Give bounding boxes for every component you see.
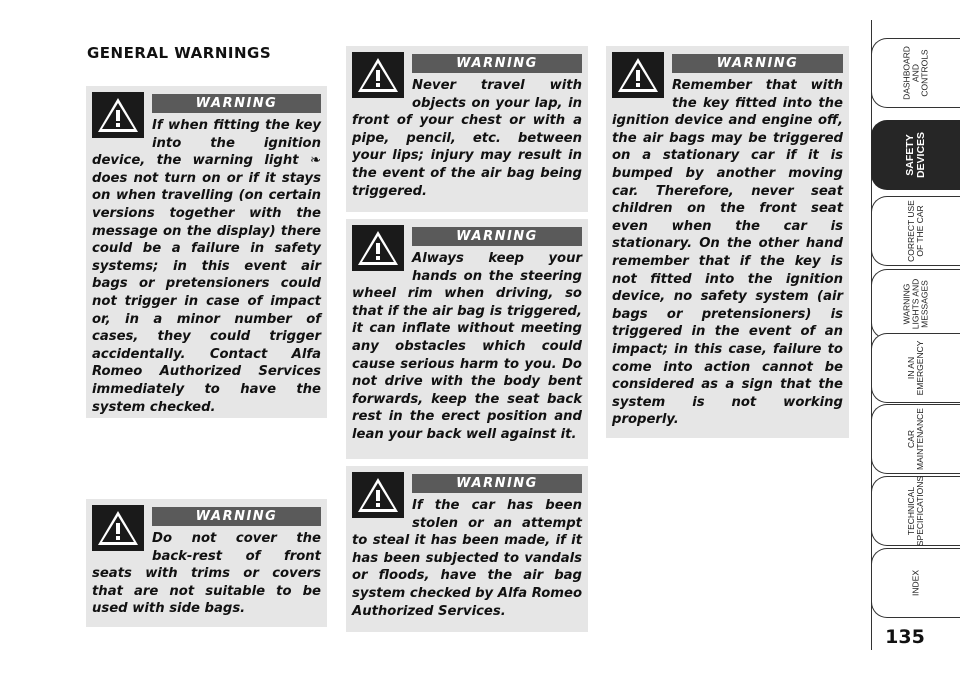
- tab-label: CAR MAINTENANCE: [906, 408, 925, 470]
- tab-safety-devices[interactable]: [871, 120, 960, 190]
- warning-box-objects-lap: [346, 46, 588, 212]
- page-title: GENERAL WARNINGS: [87, 44, 272, 62]
- warning-text: If when fitting the key into the ignition device, the warning light ❧ does not turn on or if it stays on when travelling (on certain versions together with the message on the display) there could be a failure in safety systems; in this event air bags or pretensioners could not trigger in case of impact or, in a minor number of cases, they could trigger accidentally. Contact Alfa Romeo Authorized Services immediately to have the system checked.: [92, 118, 321, 415]
- warning-box-key-light: [86, 86, 327, 418]
- warning-box-steering-wheel: [346, 219, 588, 459]
- warning-triangle-icon: [92, 505, 144, 551]
- warning-banner: WARNING: [412, 227, 582, 246]
- tab-warning-lights-and-messages[interactable]: [871, 269, 960, 339]
- tab-in-an-emergency[interactable]: [871, 333, 960, 403]
- tab-label: SAFETY DEVICES: [904, 131, 927, 179]
- warning-banner: WARNING: [672, 54, 843, 73]
- tab-label: WARNING LIGHTS AND MESSAGES: [901, 278, 930, 330]
- tab-index[interactable]: [871, 548, 960, 618]
- tab-label: DASHBOARD AND CONTROLS: [901, 46, 930, 100]
- tab-car-maintenance[interactable]: [871, 404, 960, 474]
- warning-text: Do not cover the back-rest of front seats with trims or covers that are not suitable to be used with side bags.: [92, 531, 321, 617]
- warning-text: Remember that with the key fitted into the ignition device and engine off, the air bags may be triggered on a stationary car if it is bumped by another moving car. Therefore, never seat children on the front seat even when the car is stationary. On the other hand remember that if the key is not fitted into the ignition device, no safety system (air bags or pretensioners) is triggered in the event of an impact; in this case, failure to come into action cannot be considered as a sign that the system is not working properly.: [612, 78, 843, 428]
- page-number: 135: [885, 626, 925, 648]
- warning-triangle-icon: [612, 52, 664, 98]
- section-tabs: [871, 20, 960, 650]
- tab-dashboard-and-controls[interactable]: [871, 38, 960, 108]
- warning-banner: WARNING: [152, 94, 321, 113]
- tab-label: TECHNICAL SPECIFICATIONS: [906, 475, 925, 547]
- warning-box-backrest-covers: [86, 499, 327, 627]
- tab-correct-use-of-the-car[interactable]: [871, 196, 960, 266]
- warning-box-stolen-car: [346, 466, 588, 632]
- warning-triangle-icon: [352, 52, 404, 98]
- tab-label: INDEX: [910, 570, 921, 596]
- tab-label: IN AN EMERGENCY: [906, 340, 925, 396]
- warning-triangle-icon: [352, 225, 404, 271]
- tab-label: CORRECT USE OF THE CAR: [906, 200, 925, 262]
- warning-text: If the car has been stolen or an attempt to steal it has been made, if it has been subjected to vandals or floods, have the air bag system checked by Alfa Romeo Authorized Services.: [352, 498, 583, 619]
- warning-banner: WARNING: [412, 54, 582, 73]
- warning-triangle-icon: [352, 472, 404, 518]
- warning-box-stationary-car: [606, 46, 849, 438]
- tab-rail: [871, 20, 872, 650]
- tab-technical-specifications[interactable]: [871, 476, 960, 546]
- warning-banner: WARNING: [412, 474, 582, 493]
- warning-triangle-icon: [92, 92, 144, 138]
- warning-text: Always keep your hands on the steering wheel rim when driving, so that if the air bag is triggered, it can inflate without meeting any obstacles which could cause serious harm to you. Do not drive with the body bent forwards, keep the seat back rest in the erect position and lean your back well against it.: [352, 251, 582, 442]
- warning-banner: WARNING: [152, 507, 321, 526]
- warning-text: Never travel with objects on your lap, in front of your chest or with a pipe, pencil, etc. between your lips; injury may result in the event of the air bag being triggered.: [352, 78, 582, 199]
